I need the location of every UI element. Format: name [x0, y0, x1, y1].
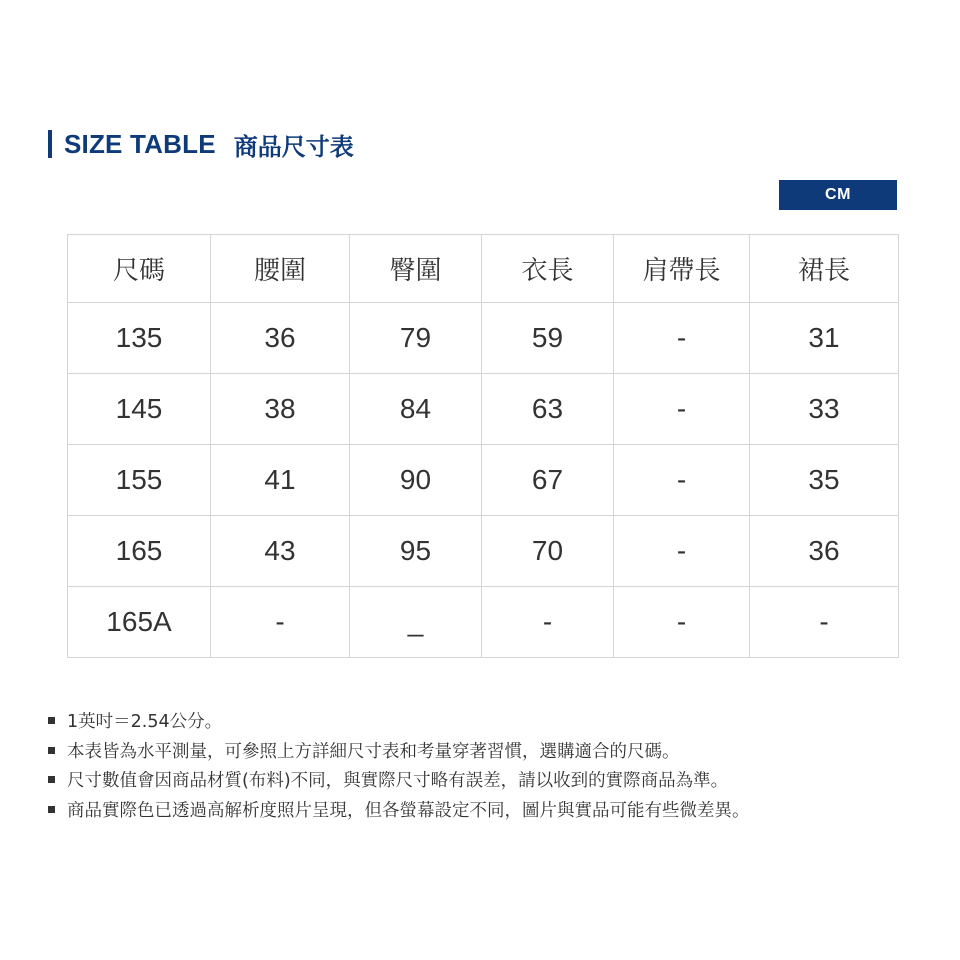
page-title	[48, 128, 354, 160]
table-cell: -	[614, 374, 750, 445]
title-english: SIZE TABLE	[64, 128, 216, 159]
table-cell: 90	[350, 445, 482, 516]
header-length: 衣長	[482, 235, 614, 303]
header-size: 尺碼	[68, 235, 211, 303]
list-item	[48, 706, 750, 736]
note-text: 商品實際色已透過高解析度照片呈現，但各螢幕設定不同，圖片與實品可能有些微差異。	[67, 800, 750, 821]
table-row	[68, 516, 899, 587]
table-cell: -	[614, 516, 750, 587]
table-cell: 43	[211, 516, 350, 587]
bullet-icon	[48, 747, 55, 754]
bullet-icon	[48, 776, 55, 783]
notes-list	[48, 706, 750, 824]
note-text: 本表皆為水平測量，可參照上方詳細尺寸表和考量穿著習慣，選購適合的尺碼。	[67, 741, 680, 762]
table-cell: 79	[350, 303, 482, 374]
table-cell: 95	[350, 516, 482, 587]
table-cell: 31	[750, 303, 899, 374]
table-cell: 135	[68, 303, 211, 374]
table-cell: -	[750, 587, 899, 658]
table-cell: 41	[211, 445, 350, 516]
table-row	[68, 374, 899, 445]
list-item	[48, 795, 750, 825]
table-cell: 84	[350, 374, 482, 445]
table-cell: 33	[750, 374, 899, 445]
list-item	[48, 765, 750, 795]
table-cell: 63	[482, 374, 614, 445]
size-table	[67, 234, 899, 658]
table-cell: 67	[482, 445, 614, 516]
header-strap-length: 肩帶長	[614, 235, 750, 303]
table-row	[68, 587, 899, 658]
bullet-icon	[48, 806, 55, 813]
table-cell: -	[614, 587, 750, 658]
table-cell: 70	[482, 516, 614, 587]
table-cell: -	[614, 303, 750, 374]
table-cell: -	[614, 445, 750, 516]
table-cell: 155	[68, 445, 211, 516]
list-item	[48, 736, 750, 766]
header-waist: 腰圍	[211, 235, 350, 303]
note-text: 尺寸數值會因商品材質(布料)不同，與實際尺寸略有誤差，請以收到的實際商品為準。	[67, 771, 729, 792]
table-cell: 145	[68, 374, 211, 445]
title-chinese: 商品尺寸表	[233, 132, 354, 161]
table-cell: _	[350, 587, 482, 658]
table-cell: 165A	[68, 587, 211, 658]
table-cell: -	[482, 587, 614, 658]
table-cell: -	[211, 587, 350, 658]
table-cell: 36	[211, 303, 350, 374]
table-header-row	[68, 235, 899, 303]
table-cell: 38	[211, 374, 350, 445]
unit-badge: CM	[779, 180, 897, 210]
table-cell: 165	[68, 516, 211, 587]
header-skirt-length: 裙長	[750, 235, 899, 303]
note-text: 1英吋＝2.54公分。	[67, 712, 223, 733]
table-row	[68, 445, 899, 516]
header-hip: 臀圍	[350, 235, 482, 303]
table-cell: 59	[482, 303, 614, 374]
table-cell: 35	[750, 445, 899, 516]
table-cell: 36	[750, 516, 899, 587]
bullet-icon	[48, 717, 55, 724]
table-row	[68, 303, 899, 374]
title-accent-bar	[48, 130, 52, 158]
